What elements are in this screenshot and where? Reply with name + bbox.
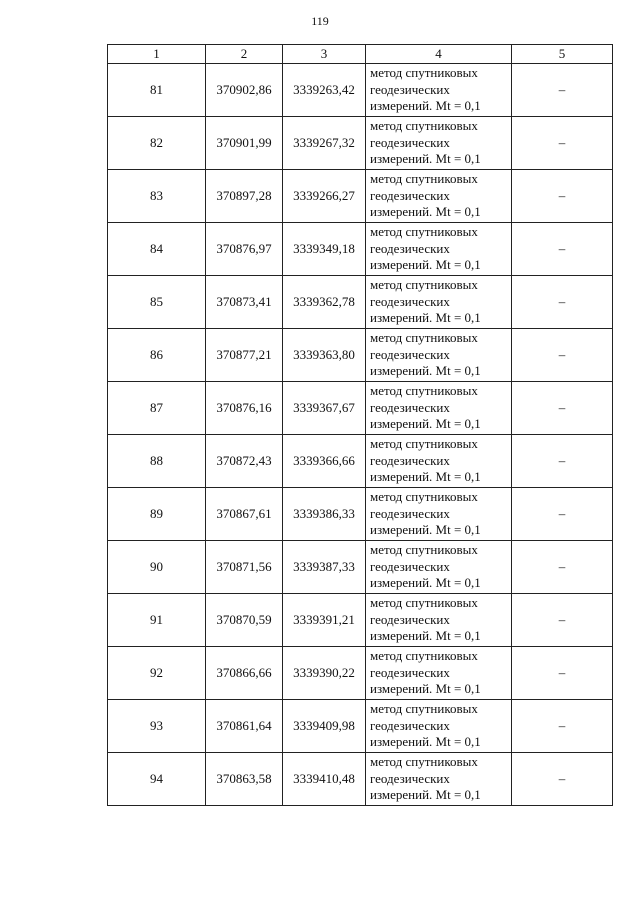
method-line: геодезических — [370, 187, 450, 203]
method-line: геодезических — [370, 293, 450, 309]
table-row — [108, 382, 613, 435]
x-coordinate-cell: 370867,61 — [206, 488, 283, 541]
x-coordinate-cell: 370863,58 — [206, 753, 283, 806]
y-coordinate-cell: 3339386,33 — [283, 488, 366, 541]
method-line: метод спутниковых — [370, 65, 478, 81]
note-cell: – — [512, 700, 613, 753]
method-line: измерений. Mt = 0,1 — [370, 681, 481, 697]
method-line: геодезических — [370, 134, 450, 150]
coordinates-table — [107, 44, 613, 806]
note-cell: – — [512, 541, 613, 594]
method-line: метод спутниковых — [370, 277, 478, 293]
point-number-cell: 87 — [108, 382, 206, 435]
note-cell: – — [512, 435, 613, 488]
point-number-cell: 89 — [108, 488, 206, 541]
note-cell: – — [512, 276, 613, 329]
method-line: измерений. Mt = 0,1 — [370, 257, 481, 273]
method-cell — [366, 117, 512, 170]
method-line: измерений. Mt = 0,1 — [370, 151, 481, 167]
method-line: измерений. Mt = 0,1 — [370, 575, 481, 591]
x-coordinate-cell: 370870,59 — [206, 594, 283, 647]
y-coordinate-cell: 3339363,80 — [283, 329, 366, 382]
y-coordinate-cell: 3339263,42 — [283, 64, 366, 117]
note-cell: – — [512, 223, 613, 276]
method-line: геодезических — [370, 611, 450, 627]
y-coordinate-cell: 3339349,18 — [283, 223, 366, 276]
method-line: геодезических — [370, 399, 450, 415]
column-header: 2 — [206, 45, 283, 64]
y-coordinate-cell: 3339409,98 — [283, 700, 366, 753]
method-line: метод спутниковых — [370, 595, 478, 611]
y-coordinate-cell: 3339391,21 — [283, 594, 366, 647]
x-coordinate-cell: 370872,43 — [206, 435, 283, 488]
y-coordinate-cell: 3339267,32 — [283, 117, 366, 170]
point-number-cell: 93 — [108, 700, 206, 753]
note-cell: – — [512, 647, 613, 700]
point-number-cell: 90 — [108, 541, 206, 594]
method-cell — [366, 64, 512, 117]
method-line: метод спутниковых — [370, 224, 478, 240]
x-coordinate-cell: 370861,64 — [206, 700, 283, 753]
column-header: 5 — [512, 45, 613, 64]
method-line: измерений. Mt = 0,1 — [370, 628, 481, 644]
method-cell — [366, 753, 512, 806]
method-cell — [366, 276, 512, 329]
method-line: измерений. Mt = 0,1 — [370, 363, 481, 379]
column-header: 3 — [283, 45, 366, 64]
y-coordinate-cell: 3339366,66 — [283, 435, 366, 488]
method-line: геодезических — [370, 240, 450, 256]
method-line: метод спутниковых — [370, 436, 478, 452]
method-line: метод спутниковых — [370, 330, 478, 346]
table-body — [108, 64, 613, 806]
table-row — [108, 488, 613, 541]
method-line: метод спутниковых — [370, 542, 478, 558]
x-coordinate-cell: 370866,66 — [206, 647, 283, 700]
method-line: геодезических — [370, 346, 450, 362]
point-number-cell: 81 — [108, 64, 206, 117]
page-number: 119 — [311, 14, 329, 28]
method-cell — [366, 223, 512, 276]
note-cell: – — [512, 117, 613, 170]
table-row — [108, 223, 613, 276]
y-coordinate-cell: 3339362,78 — [283, 276, 366, 329]
table-row — [108, 594, 613, 647]
point-number-cell: 91 — [108, 594, 206, 647]
y-coordinate-cell: 3339367,67 — [283, 382, 366, 435]
method-line: измерений. Mt = 0,1 — [370, 787, 481, 803]
method-line: измерений. Mt = 0,1 — [370, 416, 481, 432]
table-row — [108, 276, 613, 329]
x-coordinate-cell: 370902,86 — [206, 64, 283, 117]
column-header: 4 — [366, 45, 512, 64]
column-header: 1 — [108, 45, 206, 64]
table-row — [108, 700, 613, 753]
method-cell — [366, 594, 512, 647]
method-line: измерений. Mt = 0,1 — [370, 522, 481, 538]
point-number-cell: 82 — [108, 117, 206, 170]
x-coordinate-cell: 370873,41 — [206, 276, 283, 329]
note-cell: – — [512, 329, 613, 382]
method-line: измерений. Mt = 0,1 — [370, 98, 481, 114]
table-row — [108, 170, 613, 223]
table-row — [108, 64, 613, 117]
method-cell — [366, 700, 512, 753]
point-number-cell: 94 — [108, 753, 206, 806]
x-coordinate-cell: 370876,16 — [206, 382, 283, 435]
y-coordinate-cell: 3339266,27 — [283, 170, 366, 223]
x-coordinate-cell: 370901,99 — [206, 117, 283, 170]
y-coordinate-cell: 3339387,33 — [283, 541, 366, 594]
method-cell — [366, 435, 512, 488]
y-coordinate-cell: 3339390,22 — [283, 647, 366, 700]
method-line: геодезических — [370, 770, 450, 786]
method-line: метод спутниковых — [370, 383, 478, 399]
method-line: измерений. Mt = 0,1 — [370, 310, 481, 326]
point-number-cell: 88 — [108, 435, 206, 488]
note-cell: – — [512, 382, 613, 435]
point-number-cell: 84 — [108, 223, 206, 276]
note-cell: – — [512, 488, 613, 541]
x-coordinate-cell: 370876,97 — [206, 223, 283, 276]
x-coordinate-cell: 370877,21 — [206, 329, 283, 382]
table-row — [108, 435, 613, 488]
method-line: метод спутниковых — [370, 754, 478, 770]
method-line: метод спутниковых — [370, 118, 478, 134]
method-line: геодезических — [370, 452, 450, 468]
point-number-cell: 83 — [108, 170, 206, 223]
table-row — [108, 117, 613, 170]
table-row — [108, 753, 613, 806]
method-line: геодезических — [370, 81, 450, 97]
table-row — [108, 541, 613, 594]
method-line: метод спутниковых — [370, 701, 478, 717]
method-line: измерений. Mt = 0,1 — [370, 469, 481, 485]
note-cell: – — [512, 170, 613, 223]
x-coordinate-cell: 370897,28 — [206, 170, 283, 223]
table-row — [108, 329, 613, 382]
method-line: измерений. Mt = 0,1 — [370, 734, 481, 750]
method-line: геодезических — [370, 717, 450, 733]
method-line: метод спутниковых — [370, 489, 478, 505]
method-line: метод спутниковых — [370, 171, 478, 187]
method-cell — [366, 382, 512, 435]
method-line: геодезических — [370, 664, 450, 680]
point-number-cell: 92 — [108, 647, 206, 700]
method-cell — [366, 488, 512, 541]
method-line: геодезических — [370, 558, 450, 574]
method-cell — [366, 329, 512, 382]
point-number-cell: 85 — [108, 276, 206, 329]
point-number-cell: 86 — [108, 329, 206, 382]
method-cell — [366, 647, 512, 700]
method-line: метод спутниковых — [370, 648, 478, 664]
y-coordinate-cell: 3339410,48 — [283, 753, 366, 806]
method-line: геодезических — [370, 505, 450, 521]
x-coordinate-cell: 370871,56 — [206, 541, 283, 594]
table-header-row — [108, 45, 613, 64]
note-cell: – — [512, 594, 613, 647]
table-row — [108, 647, 613, 700]
method-line: измерений. Mt = 0,1 — [370, 204, 481, 220]
note-cell: – — [512, 753, 613, 806]
method-cell — [366, 541, 512, 594]
note-cell: – — [512, 64, 613, 117]
method-cell — [366, 170, 512, 223]
